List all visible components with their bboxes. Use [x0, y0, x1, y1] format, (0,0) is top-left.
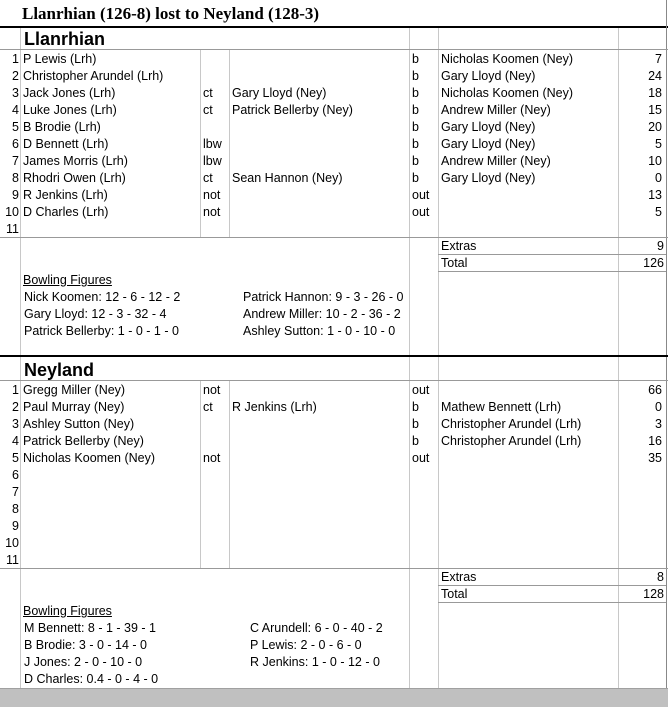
match-title: Llanrhian (126-8) lost to Neyland (128-3) — [22, 4, 320, 23]
runs: 66 — [648, 383, 662, 397]
batsman: B Brodie (Lrh) — [23, 120, 101, 134]
bowling-figure: Ashley Sutton: 1 - 0 - 10 - 0 — [243, 324, 396, 338]
row-number: 10 — [5, 205, 19, 219]
bowled-marker: b — [412, 86, 419, 100]
how-out: lbw — [203, 137, 222, 151]
batting-row — [0, 382, 668, 399]
batting-row — [0, 221, 668, 238]
batsman: Luke Jones (Lrh) — [23, 103, 117, 117]
batting-row — [0, 518, 668, 535]
batting-row — [0, 68, 668, 85]
fielder: Sean Hannon (Ney) — [232, 171, 343, 185]
batsman: Patrick Bellerby (Ney) — [23, 434, 144, 448]
batsman: D Charles (Lrh) — [23, 205, 109, 219]
runs: 20 — [648, 120, 662, 134]
bowler: Gary Lloyd (Ney) — [441, 69, 536, 83]
innings-divider — [0, 355, 668, 357]
horizontal-scrollbar[interactable] — [0, 688, 668, 707]
row-number: 3 — [12, 417, 19, 431]
row-number: 4 — [12, 103, 19, 117]
how-out: ct — [203, 103, 213, 117]
batting-row — [0, 399, 668, 416]
bowling-figure: Nick Koomen: 12 - 6 - 12 - 2 — [24, 290, 181, 304]
batting-row — [0, 85, 668, 102]
bowler: Christopher Arundel (Lrh) — [441, 434, 582, 448]
total-value: 128 — [643, 587, 664, 601]
batting-row — [0, 450, 668, 467]
row-number: 1 — [12, 383, 19, 397]
row-number: 5 — [12, 451, 19, 465]
bowled-marker: b — [412, 434, 419, 448]
bowled-marker: b — [412, 171, 419, 185]
row-number: 2 — [12, 69, 19, 83]
total-label: Total — [441, 256, 468, 270]
bowled-marker: b — [412, 52, 419, 66]
bowled-marker: out — [412, 451, 430, 465]
total-label: Total — [441, 587, 468, 601]
row-number: 11 — [6, 553, 19, 567]
row-number: 9 — [12, 519, 19, 533]
batting-row — [0, 535, 668, 552]
bowling-figure: C Arundell: 6 - 0 - 40 - 2 — [250, 621, 383, 635]
batsman: P Lewis (Lrh) — [23, 52, 97, 66]
batting-row — [0, 187, 668, 204]
how-out: ct — [203, 171, 213, 185]
row-number: 11 — [6, 222, 19, 236]
row-number: 5 — [12, 120, 19, 134]
bowled-marker: b — [412, 120, 419, 134]
row-number: 9 — [12, 188, 19, 202]
row-number: 1 — [12, 52, 19, 66]
bowler: Gary Lloyd (Ney) — [441, 171, 536, 185]
batsman: Ashley Sutton (Ney) — [23, 417, 135, 431]
batting-row — [0, 416, 668, 433]
bowled-marker: b — [412, 154, 419, 168]
bowler: Gary Lloyd (Ney) — [441, 137, 536, 151]
batsman: Jack Jones (Lrh) — [23, 86, 116, 100]
bowler: Christopher Arundel (Lrh) — [441, 417, 582, 431]
batsman: Gregg Miller (Ney) — [23, 383, 126, 397]
extras-label: Extras — [441, 570, 477, 584]
match-header — [0, 0, 668, 28]
runs: 35 — [648, 451, 662, 465]
runs: 13 — [648, 188, 662, 202]
batsman: James Morris (Lrh) — [23, 154, 128, 168]
how-out: not — [203, 188, 221, 202]
fielder: R Jenkins (Lrh) — [232, 400, 317, 414]
how-out: not — [203, 451, 221, 465]
bowled-marker: b — [412, 417, 419, 431]
bowler: Nicholas Koomen (Ney) — [441, 52, 573, 66]
bowling-figure: J Jones: 2 - 0 - 10 - 0 — [24, 655, 143, 669]
how-out: not — [203, 205, 221, 219]
runs: 0 — [655, 400, 662, 414]
bowled-marker: b — [412, 103, 419, 117]
bowled-marker: b — [412, 137, 419, 151]
bowled-marker: b — [412, 69, 419, 83]
batting-row — [0, 153, 668, 170]
runs: 10 — [648, 154, 662, 168]
row-number: 6 — [12, 137, 19, 151]
bowled-marker: out — [412, 188, 430, 202]
row-number: 2 — [12, 400, 19, 414]
batsman: Nicholas Koomen (Ney) — [23, 451, 155, 465]
extras-label: Extras — [441, 239, 477, 253]
grid-line — [438, 602, 666, 603]
batsman: Paul Murray (Ney) — [23, 400, 125, 414]
batsman: Christopher Arundel (Lrh) — [23, 69, 164, 83]
runs: 5 — [655, 205, 662, 219]
fielder: Gary Lloyd (Ney) — [232, 86, 327, 100]
bowling-figure: Patrick Hannon: 9 - 3 - 26 - 0 — [243, 290, 404, 304]
grid-line — [438, 271, 666, 272]
row-number: 8 — [12, 502, 19, 516]
row-number: 3 — [12, 86, 19, 100]
bowling-figure: Patrick Bellerby: 1 - 0 - 1 - 0 — [24, 324, 179, 338]
batting-row — [0, 484, 668, 501]
how-out: lbw — [203, 154, 222, 168]
runs: 3 — [655, 417, 662, 431]
bowled-marker: b — [412, 400, 419, 414]
bowling-figure: M Bennett: 8 - 1 - 39 - 1 — [24, 621, 157, 635]
runs: 5 — [655, 137, 662, 151]
row-number: 4 — [12, 434, 19, 448]
bowler: Mathew Bennett (Lrh) — [441, 400, 562, 414]
bowling-figure: Andrew Miller: 10 - 2 - 36 - 2 — [243, 307, 401, 321]
bowling-figures-heading: Bowling Figures — [23, 604, 112, 618]
grid-line — [0, 380, 668, 381]
batting-row — [0, 102, 668, 119]
batting-row — [0, 501, 668, 518]
batting-row — [0, 552, 668, 569]
batting-row — [0, 136, 668, 153]
bowler: Nicholas Koomen (Ney) — [441, 86, 573, 100]
batting-row — [0, 119, 668, 136]
row-number: 7 — [12, 485, 19, 499]
batsman: R Jenkins (Lrh) — [23, 188, 108, 202]
bowler: Gary Lloyd (Ney) — [441, 120, 536, 134]
runs: 16 — [648, 434, 662, 448]
bowled-marker: out — [412, 383, 430, 397]
runs: 7 — [655, 52, 662, 66]
bowling-figures-heading: Bowling Figures — [23, 273, 112, 287]
batting-row — [0, 467, 668, 484]
team-name: Llanrhian — [24, 29, 106, 49]
extras-value: 9 — [657, 239, 664, 253]
runs: 18 — [648, 86, 662, 100]
runs: 0 — [655, 171, 662, 185]
how-out: ct — [203, 400, 213, 414]
batsman: D Bennett (Lrh) — [23, 137, 109, 151]
row-number: 10 — [5, 536, 19, 550]
row-number: 7 — [12, 154, 19, 168]
team-name: Neyland — [24, 360, 95, 380]
bowling-figure: P Lewis: 2 - 0 - 6 - 0 — [250, 638, 362, 652]
bowling-figure: D Charles: 0.4 - 0 - 4 - 0 — [24, 672, 159, 686]
batting-row — [0, 170, 668, 187]
extras-value: 8 — [657, 570, 664, 584]
batting-row — [0, 204, 668, 221]
row-number: 6 — [12, 468, 19, 482]
batsman: Rhodri Owen (Lrh) — [23, 171, 126, 185]
bowling-figure: B Brodie: 3 - 0 - 14 - 0 — [24, 638, 147, 652]
bowler: Andrew Miller (Ney) — [441, 103, 551, 117]
fielder: Patrick Bellerby (Ney) — [232, 103, 353, 117]
batting-row — [0, 433, 668, 450]
total-value: 126 — [643, 256, 664, 270]
runs: 15 — [648, 103, 662, 117]
bowling-figure: R Jenkins: 1 - 0 - 12 - 0 — [250, 655, 380, 669]
bowler: Andrew Miller (Ney) — [441, 154, 551, 168]
bowled-marker: out — [412, 205, 430, 219]
runs: 24 — [648, 69, 662, 83]
how-out: not — [203, 383, 221, 397]
how-out: ct — [203, 86, 213, 100]
row-number: 8 — [12, 171, 19, 185]
batting-row — [0, 51, 668, 68]
bowling-figure: Gary Lloyd: 12 - 3 - 32 - 4 — [24, 307, 167, 321]
